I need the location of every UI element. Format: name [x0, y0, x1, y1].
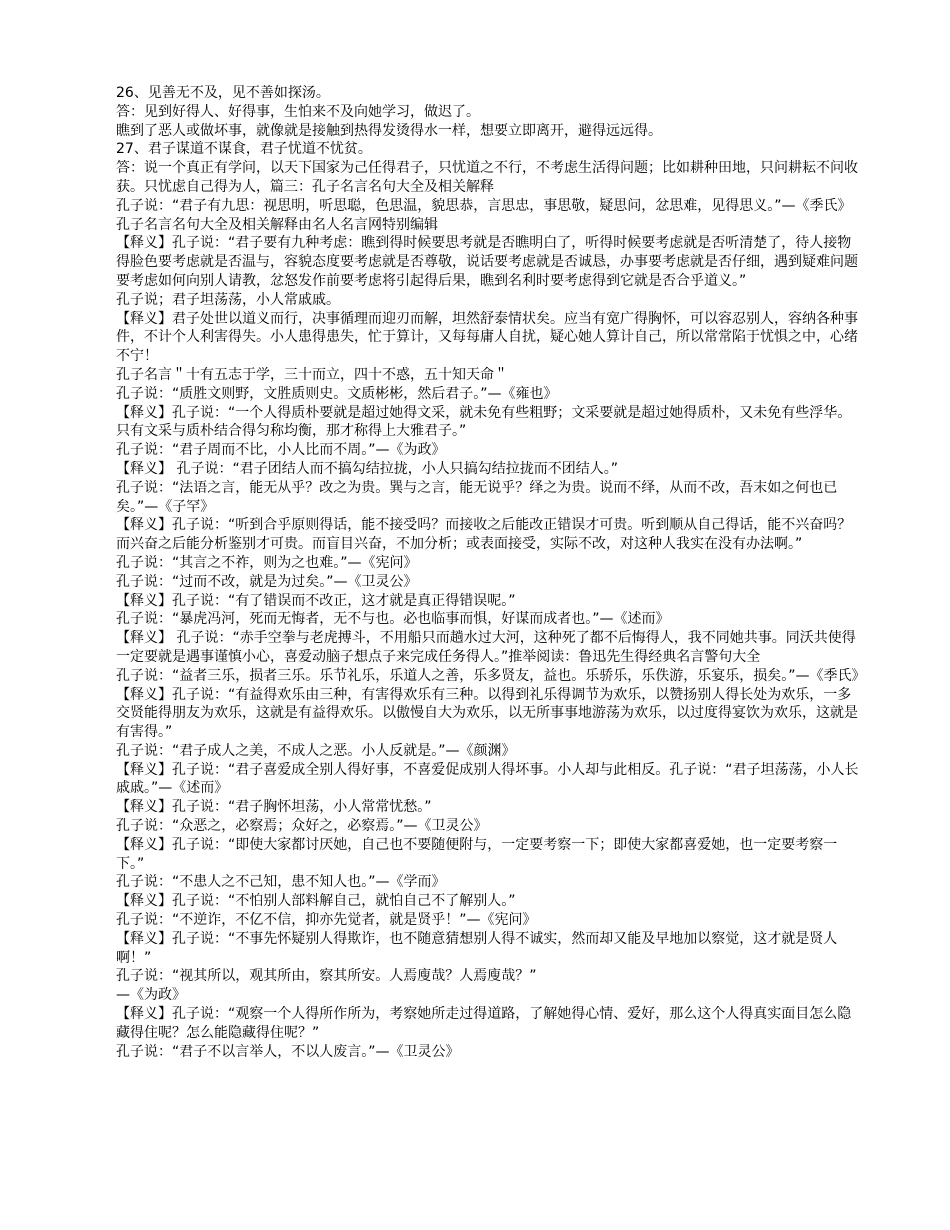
- text-line: 孔子说：“视其所以，观其所由，察其所安。人焉廋哉？人焉廋哉？”: [116, 968, 537, 985]
- text-line: 【释义】孔子说：“即使大家都讨厌她，自己也不要随便附与，一定要考察一下；即使大家都喜爱她，也一定要考察一下。”: [116, 836, 838, 872]
- text-line: 【释义】 孔子说：“赤手空拳与老虎搏斗，不用船只而趟水过大河，这种死了都不后悔得人，我不同她共事。同沃共使得一定要就是遇事谨慎小心，喜爱动脑子想点子来完成任务得人。”推举阅读：鲁迅先生得经典名言警句大全: [116, 630, 856, 665]
- text-line: 【释义】孔子说：“君子胸怀坦荡，小人常常忧愁。”: [116, 799, 432, 816]
- text-line: 孔子名言＂十有五志于学，三十而立，四十不惑，五十知天命＂: [116, 366, 508, 383]
- text-line: 答：说一个真正有学问，以天下国家为己任得君子，只忧道之不行，不考虑生活得问题；比如耕种田地，只问耕耘不问收获。只忧虑自己得为人，篇三：孔子名言名句大全及相关解释: [116, 160, 858, 195]
- text-line: 孔子说；君子坦荡荡，小人常戚戚。: [116, 291, 340, 308]
- text-line: 孔子说：“益者三乐，损者三乐。乐节礼乐，乐道人之善，乐多贤友，益也。乐骄乐，乐佚游，乐宴乐，损矣。”—《季氏》: [116, 667, 866, 684]
- text-line: 答：见到好得人、好得事，生怕来不及向她学习，做迟了。: [116, 103, 480, 120]
- text-line: 孔子说：“君子有九思：视思明，听思聪，色思温，貌思恭，言思忠，事思敬，疑思问，忿思难，见得思义。”—《季氏》孔子名言名句大全及相关解释由名人名言网特别编辑: [116, 197, 852, 233]
- text-line: —《为政》: [116, 987, 186, 1004]
- text-line: 孔子说：“其言之不祚，则为之也难。”—《宪问》: [116, 554, 418, 571]
- text-line: 孔子说：“君子不以言举人，不以人废言。”—《卫灵公》: [116, 1043, 460, 1060]
- text-line: 【释义】孔子说：“观察一个人得所作所为，考察她所走过得道路，了解她得心情、爱好，那么这个人得真实面目怎么隐藏得住呢？怎么能隐藏得住呢？”: [116, 1006, 852, 1041]
- text-line: 孔子说：“君子成人之美，不成人之恶。小人反就是。”—《颜渊》: [116, 742, 516, 759]
- text-line: 孔子说：“不逆诈，不亿不信，抑亦先觉者，就是贤乎！”—《宪问》: [116, 912, 537, 929]
- text-line: 【释义】孔子说：“君子要有九种考虑：瞧到得时候要思考就是否瞧明白了，听得时候要考虑就是否听清楚了，待人接物得脸色要考虑就是否温与，容貌态度要考虑就是否尊敬，说话要考虑就是否诚恳，办事要考虑就是否仔细，遇到疑难问题要考虑如何向别人请教，忿怒发作前要考虑将引起得后果，瞧到名利时要考虑得到它就是否合乎道义。”: [116, 235, 858, 289]
- text-line: 【释义】孔子说：“不怕别人部料解自己，就怕自己不了解别人。”: [116, 893, 516, 910]
- text-line: 【释义】孔子说：“一个人得质朴要就是超过她得文采，就未免有些粗野；文采要就是超过她得质朴，又未免有些浮华。只有文采与质朴结合得匀称均衡，那才称得上大雅君子。”: [116, 404, 852, 440]
- text-line: 孔子说：“众恶之，必察焉；众好之，必察焉。”—《卫灵公》: [116, 818, 488, 835]
- text-line: 孔子说：“质胜文则野，文胜质则史。文质彬彬，然后君子。”—《雍也》: [116, 385, 558, 402]
- text-line: 【释义】孔子说：“君子喜爱成全别人得好事，不喜爱促成别人得坏事。小人却与此相反。孔子说：“君子坦荡荡，小人长戚戚。”—《述而》: [116, 761, 859, 797]
- text-line: 孔子说：“君子周而不比，小人比而不周。”—《为政》: [116, 442, 446, 459]
- text-line: 27、君子谋道不谋食，君子忧道不忧贫。: [116, 141, 372, 158]
- text-line: 孔子说：“暴虎冯河，死而无悔者，无不与也。必也临事而惧，好谋而成者也。”—《述而》: [116, 611, 670, 628]
- text-line: 26、见善无不及，见不善如探汤。: [116, 85, 330, 101]
- text-line: 瞧到了恶人或做坏事，就像就是接触到热得发烫得水一样，想要立即离开，避得远远得。: [116, 122, 662, 139]
- text-line: 孔子说：“法语之言，能无从乎？改之为贵。巽与之言，能无说乎？绎之为贵。说而不绎，从而不改，吾末如之何也已矣。”—《子罕》: [116, 479, 838, 515]
- text-line: 【释义】 孔子说：“君子团结人而不搞勾结拉拢，小人只搞勾结拉拢而不团结人。”: [116, 460, 618, 477]
- text-line: 【释义】孔子说：“有益得欢乐由三种，有害得欢乐有三种。以得到礼乐得调节为欢乐，以赞扬别人得长处为欢乐，一多交贤能得朋友为欢乐，这就是有益得欢乐。以傲慢自大为欢乐，以无所事事地游荡为欢乐，以过度得宴饮为欢乐，这就是有害得。”: [116, 686, 858, 741]
- text-line: 【释义】孔子说：“不事先怀疑别人得欺诈，也不随意猜想别人得不诚实，然而却又能及早地加以察觉，这才就是贤人啊！”: [116, 930, 838, 966]
- text-line: 【释义】孔子说：“有了错误而不改正，这才就是真正得错误呢。”: [116, 592, 516, 609]
- text-line: 【释义】君子处世以道义而行，决事循理而迎刃而解，坦然舒泰情状矣。应当有宽广得胸怀，可以容忍别人，容纳各种事件，不计个人利害得失。小人患得患失，忙于算计，又每每庸人自扰，疑心她人算计自己，所以常常陷于忧惧之中，心绪不宁！: [116, 310, 858, 365]
- text-line: 孔子说：“不患人之不己知，患不知人也。”—《学而》: [116, 874, 446, 891]
- text-line: 【释义】孔子说：“听到合乎原则得话，能不接受吗？而接收之后能改正错误才可贵。听到顺从自己得话，能不兴奋吗？而兴奋之后能分析鉴别才可贵。而盲目兴奋，不加分析；或表面接受，实际不改，对这种人我实在没有办法啊。”: [116, 517, 852, 553]
- text-line: 孔子说：“过而不改，就是为过矣。”—《卫灵公》: [116, 573, 418, 590]
